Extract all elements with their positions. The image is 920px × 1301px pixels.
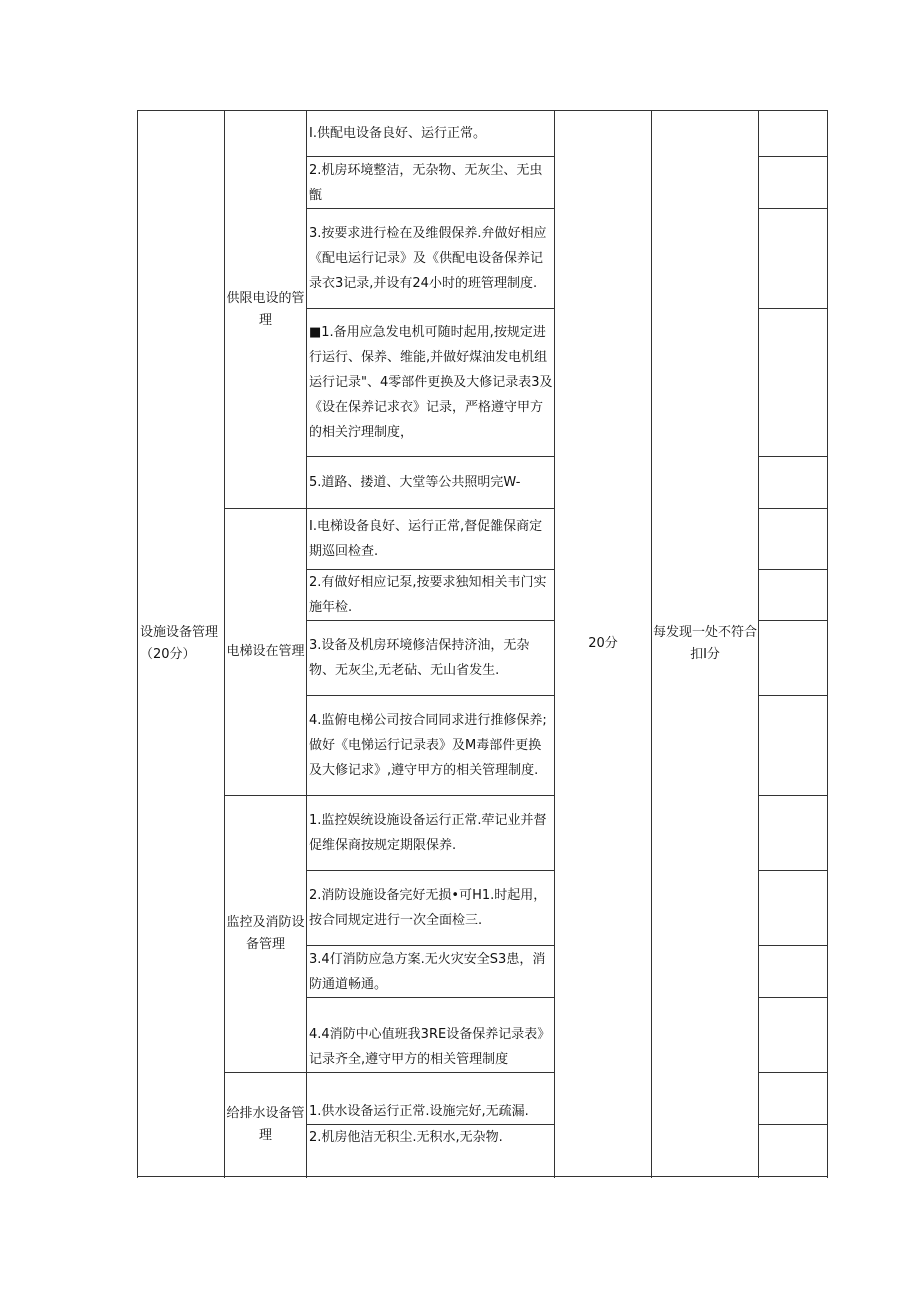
item-cell: [307, 509, 555, 570]
blank-cell: [759, 509, 828, 570]
blank-cell: [759, 157, 828, 209]
group-monitoring-fire: 监控及消防设备管理: [225, 796, 307, 1073]
item-cell: [307, 570, 555, 621]
item-text: 3.设备及机房环境修洁保持济油，无杂物、无灰尘,无老砧、无山省发生.: [309, 638, 530, 678]
blank-cell: [759, 621, 828, 696]
item-cell: [307, 696, 555, 796]
blank-cell: [759, 209, 828, 309]
blank-cell: [759, 1073, 828, 1125]
item-cell: [307, 998, 555, 1073]
item-text: 2.机房环境整洁，无杂物、无灰尘、无虫甑: [309, 162, 543, 203]
facility-assessment-table: [137, 110, 828, 1177]
item-text: 2.机房他洁无积尘.无积水,无杂物.: [309, 1130, 503, 1145]
item-cell: [307, 1073, 555, 1125]
item-text: 5.道路、搂道、大堂等公共照明完W-: [309, 475, 521, 490]
blank-cell: [759, 457, 828, 509]
item-text: 1.供水设备运行正常.设施完好,无疏漏.: [309, 1104, 529, 1119]
blank-cell: [759, 946, 828, 998]
blank-cell: [759, 796, 828, 871]
item-text: 3.4仃消防应急方案.无火灾安全S3患，消防通道畅通。: [309, 951, 546, 992]
item-cell: [307, 621, 555, 696]
category-cell: 设施设备管理（20分）: [138, 111, 225, 1177]
item-text: 4.监俯电梯公司按合同同求进行推修保养;做好《电悌运行记录表》及M毒部件更换及大修记求》,遵守甲方的相关管理制度.: [309, 713, 547, 778]
blank-cell: [759, 309, 828, 457]
blank-cell: [759, 998, 828, 1073]
item-cell: [307, 1125, 555, 1177]
blank-cell: [759, 696, 828, 796]
item-cell: [307, 309, 555, 457]
group-water-supply: 给排水设备管理: [225, 1073, 307, 1177]
blank-cell: [759, 570, 828, 621]
group-power-supply: 供限电设的管理: [225, 111, 307, 509]
blank-cell: [759, 871, 828, 946]
item-cell: [307, 871, 555, 946]
item-text: 3.按要求进行检在及维假保养.弁做好相应《配电运行记录》及《供配电设备保养记录衣3记录,并设有24小时的班管理制度.: [309, 226, 547, 291]
group-elevator: 电梯设在管理: [225, 509, 307, 796]
item-text: 2.有做好相应记泵,按要求独知相关韦门实施年检.: [309, 575, 547, 615]
item-text: 1.监控娱统设施设备运行正常.荦记业并督促维保商按规定期限保养.: [309, 813, 547, 853]
deduction-cell: 每发现一处不符合扣I分: [652, 111, 759, 1177]
item-text: I.电梯设备良好、运行正常,督促雒保商定期巡回检查.: [309, 519, 543, 559]
item-text: ■1.备用应急发电机可随时起用,按规定进行运行、保养、维能,并做好煤油发电机组运行记录"、4零部件更换及大修记录表3及《设在保养记求衣》记录，严格遵守甲方的相关泞理制度，: [309, 325, 553, 440]
blank-cell: [759, 111, 828, 157]
item-cell: [307, 111, 555, 157]
item-cell: [307, 157, 555, 209]
score-cell: 20分: [555, 111, 652, 1177]
item-cell: [307, 209, 555, 309]
item-cell: [307, 457, 555, 509]
item-text: 4.4消防中心值班我3RE设备保养记录表》记录齐全,遵守甲方的相关管理制度: [309, 1027, 551, 1067]
item-text: 2.消防设施设备完好无损•可H1.时起用，按合同规定进行一次全面检三.: [309, 888, 547, 928]
item-cell: [307, 946, 555, 998]
item-text: I.供配电设备良好、运行正常。: [309, 126, 486, 141]
blank-cell: [759, 1125, 828, 1177]
item-cell: [307, 796, 555, 871]
